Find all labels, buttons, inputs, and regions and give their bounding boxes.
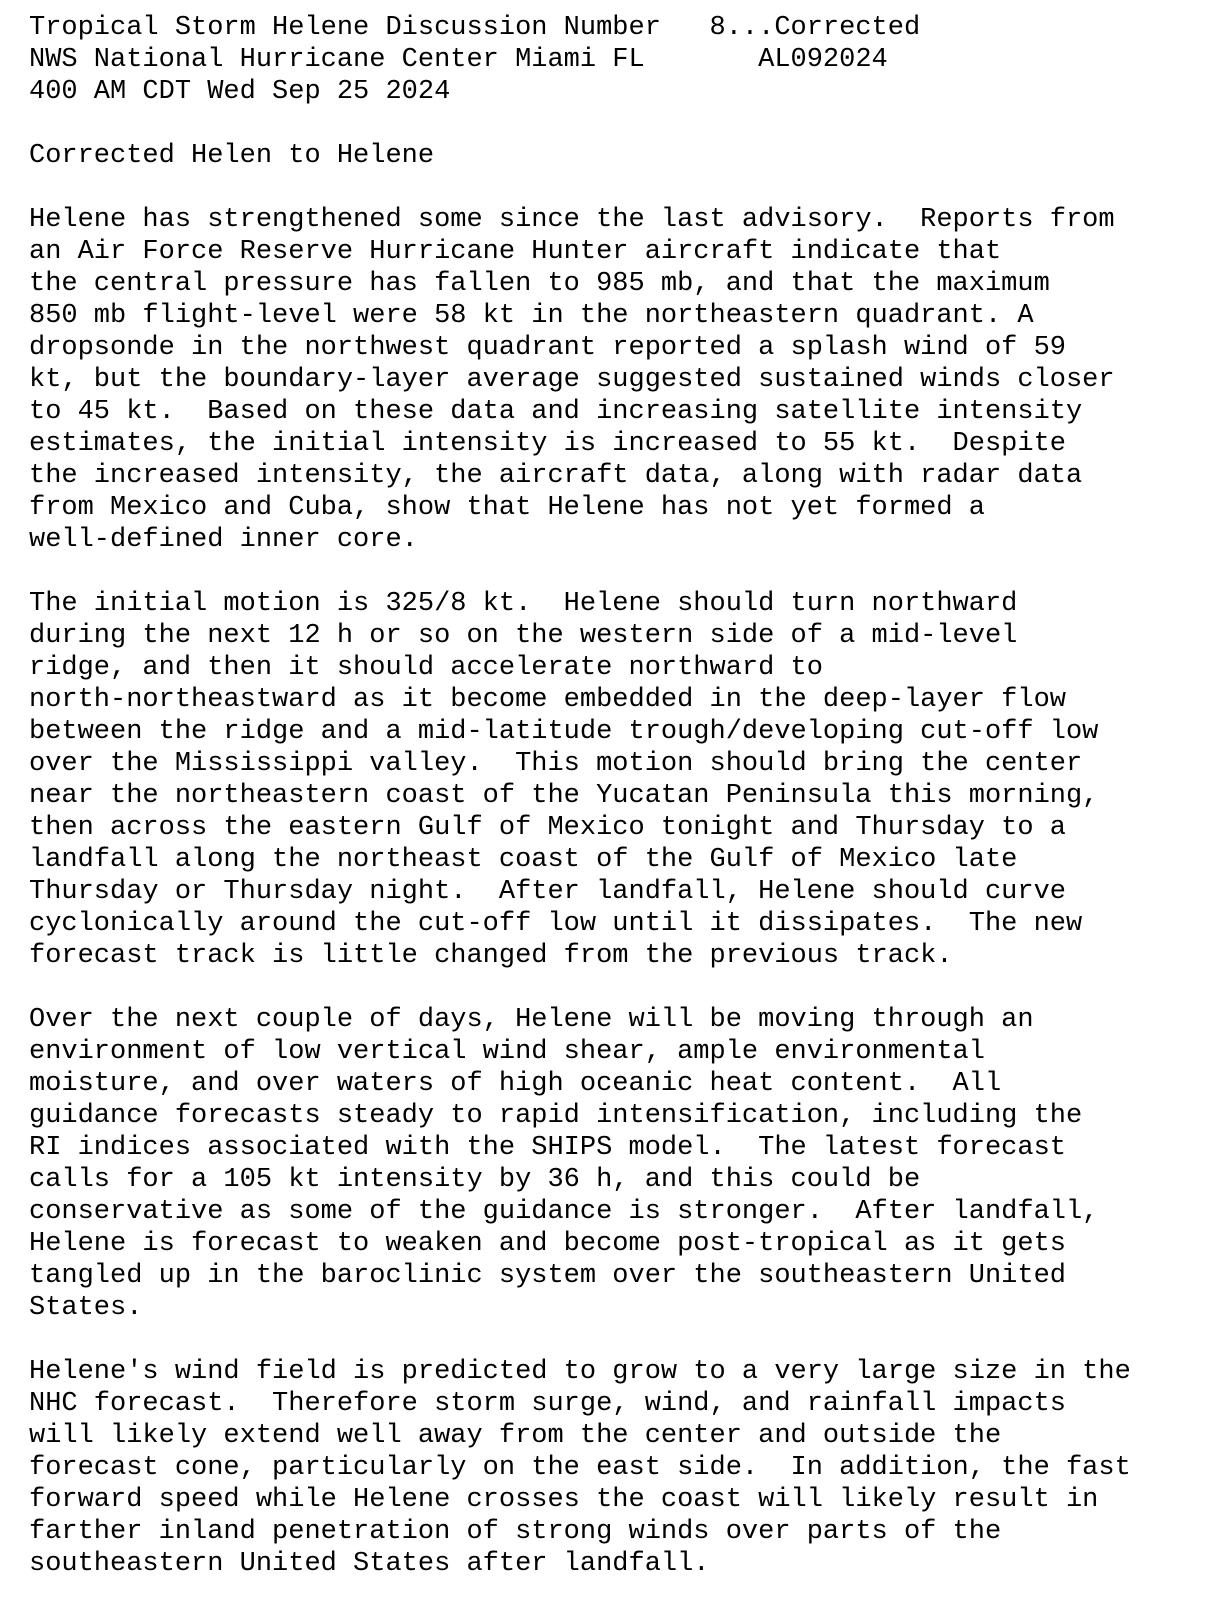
paragraph-line: forward speed while Helene crosses the coast will likely result in [29,1485,1099,1515]
correction-text: Corrected Helen to Helene [29,141,435,171]
paragraph-line: tangled up in the baroclinic system over the southeastern United [29,1261,1066,1291]
paragraph-line: Over the next couple of days, Helene will be moving through an [29,1005,1034,1035]
paragraph-line: the central pressure has fallen to 985 mb, and that the maximum [29,269,1050,299]
paragraph-line: will likely extend well away from the center and outside the [29,1421,1002,1451]
paragraph-line: north-northeastward as it become embedded in the deep-layer flow [29,685,1066,715]
paragraph-line: Helene is forecast to weaken and become post-tropical as it gets [29,1229,1066,1259]
blank-line [29,556,1209,588]
paragraph-line: estimates, the initial intensity is increased to 55 kt. Despite [29,429,1066,459]
paragraph-wind-field [29,1356,1209,1580]
paragraph-line: Thursday or Thursday night. After landfall, Helene should curve [29,877,1066,907]
header-issue-time: 400 AM CDT Wed Sep 25 2024 [29,77,451,107]
paragraph-line: environment of low vertical wind shear, ample environmental [29,1037,985,1067]
paragraph-line: between the ridge and a mid-latitude trough/developing cut-off low [29,717,1099,747]
paragraph-line: cyclonically around the cut-off low until it dissipates. The new [29,909,1083,939]
paragraph-line: Helene has strengthened some since the last advisory. Reports from [29,205,1115,235]
blank-line [29,972,1209,1004]
paragraph-line: southeastern United States after landfall. [29,1549,710,1579]
blank-line [29,108,1209,140]
paragraph-line: from Mexico and Cuba, show that Helene has not yet formed a [29,493,985,523]
paragraph-motion [29,588,1209,972]
discussion-document [29,12,1209,1580]
paragraph-line: forecast track is little changed from the previous track. [29,941,953,971]
blank-line [29,172,1209,204]
blank-line [29,1324,1209,1356]
paragraph-line: moisture, and over waters of high oceanic heat content. All [29,1069,1002,1099]
paragraph-line: NHC forecast. Therefore storm surge, wind, and rainfall impacts [29,1389,1066,1419]
paragraph-intensity [29,204,1209,556]
paragraph-line: over the Mississippi valley. This motion should bring the center [29,749,1083,779]
paragraph-line: an Air Force Reserve Hurricane Hunter aircraft indicate that [29,237,1002,267]
paragraph-line: during the next 12 h or so on the western side of a mid-level [29,621,1018,651]
paragraph-environment [29,1004,1209,1324]
paragraph-line: the increased intensity, the aircraft data, along with radar data [29,461,1083,491]
paragraph-line: well-defined inner core. [29,525,418,555]
paragraph-line: forecast cone, particularly on the east side. In addition, the fast [29,1453,1131,1483]
paragraph-line: landfall along the northeast coast of the Gulf of Mexico late [29,845,1018,875]
paragraph-line: farther inland penetration of strong winds over parts of the [29,1517,1002,1547]
paragraph-line: Helene's wind field is predicted to grow to a very large size in the [29,1357,1131,1387]
discussion-header [29,12,1209,108]
paragraph-line: 850 mb flight-level were 58 kt in the northeastern quadrant. A [29,301,1034,331]
paragraph-line: kt, but the boundary-layer average suggested sustained winds closer [29,365,1115,395]
paragraph-line: RI indices associated with the SHIPS model. The latest forecast [29,1133,1066,1163]
header-title: Tropical Storm Helene Discussion Number 8...Corrected [29,13,921,43]
paragraph-line: ridge, and then it should accelerate northward to [29,653,823,683]
header-office: NWS National Hurricane Center Miami FL AL092024 [29,45,888,75]
paragraph-line: guidance forecasts steady to rapid intensification, including the [29,1101,1083,1131]
paragraph-line: near the northeastern coast of the Yucatan Peninsula this morning, [29,781,1099,811]
paragraph-line: to 45 kt. Based on these data and increasing satellite intensity [29,397,1083,427]
paragraph-line: calls for a 105 kt intensity by 36 h, and this could be [29,1165,921,1195]
correction-note [29,140,1209,172]
paragraph-line: then across the eastern Gulf of Mexico tonight and Thursday to a [29,813,1066,843]
paragraph-line: conservative as some of the guidance is stronger. After landfall, [29,1197,1099,1227]
paragraph-line: The initial motion is 325/8 kt. Helene should turn northward [29,589,1018,619]
paragraph-line: States. [29,1293,143,1323]
paragraph-line: dropsonde in the northwest quadrant reported a splash wind of 59 [29,333,1066,363]
